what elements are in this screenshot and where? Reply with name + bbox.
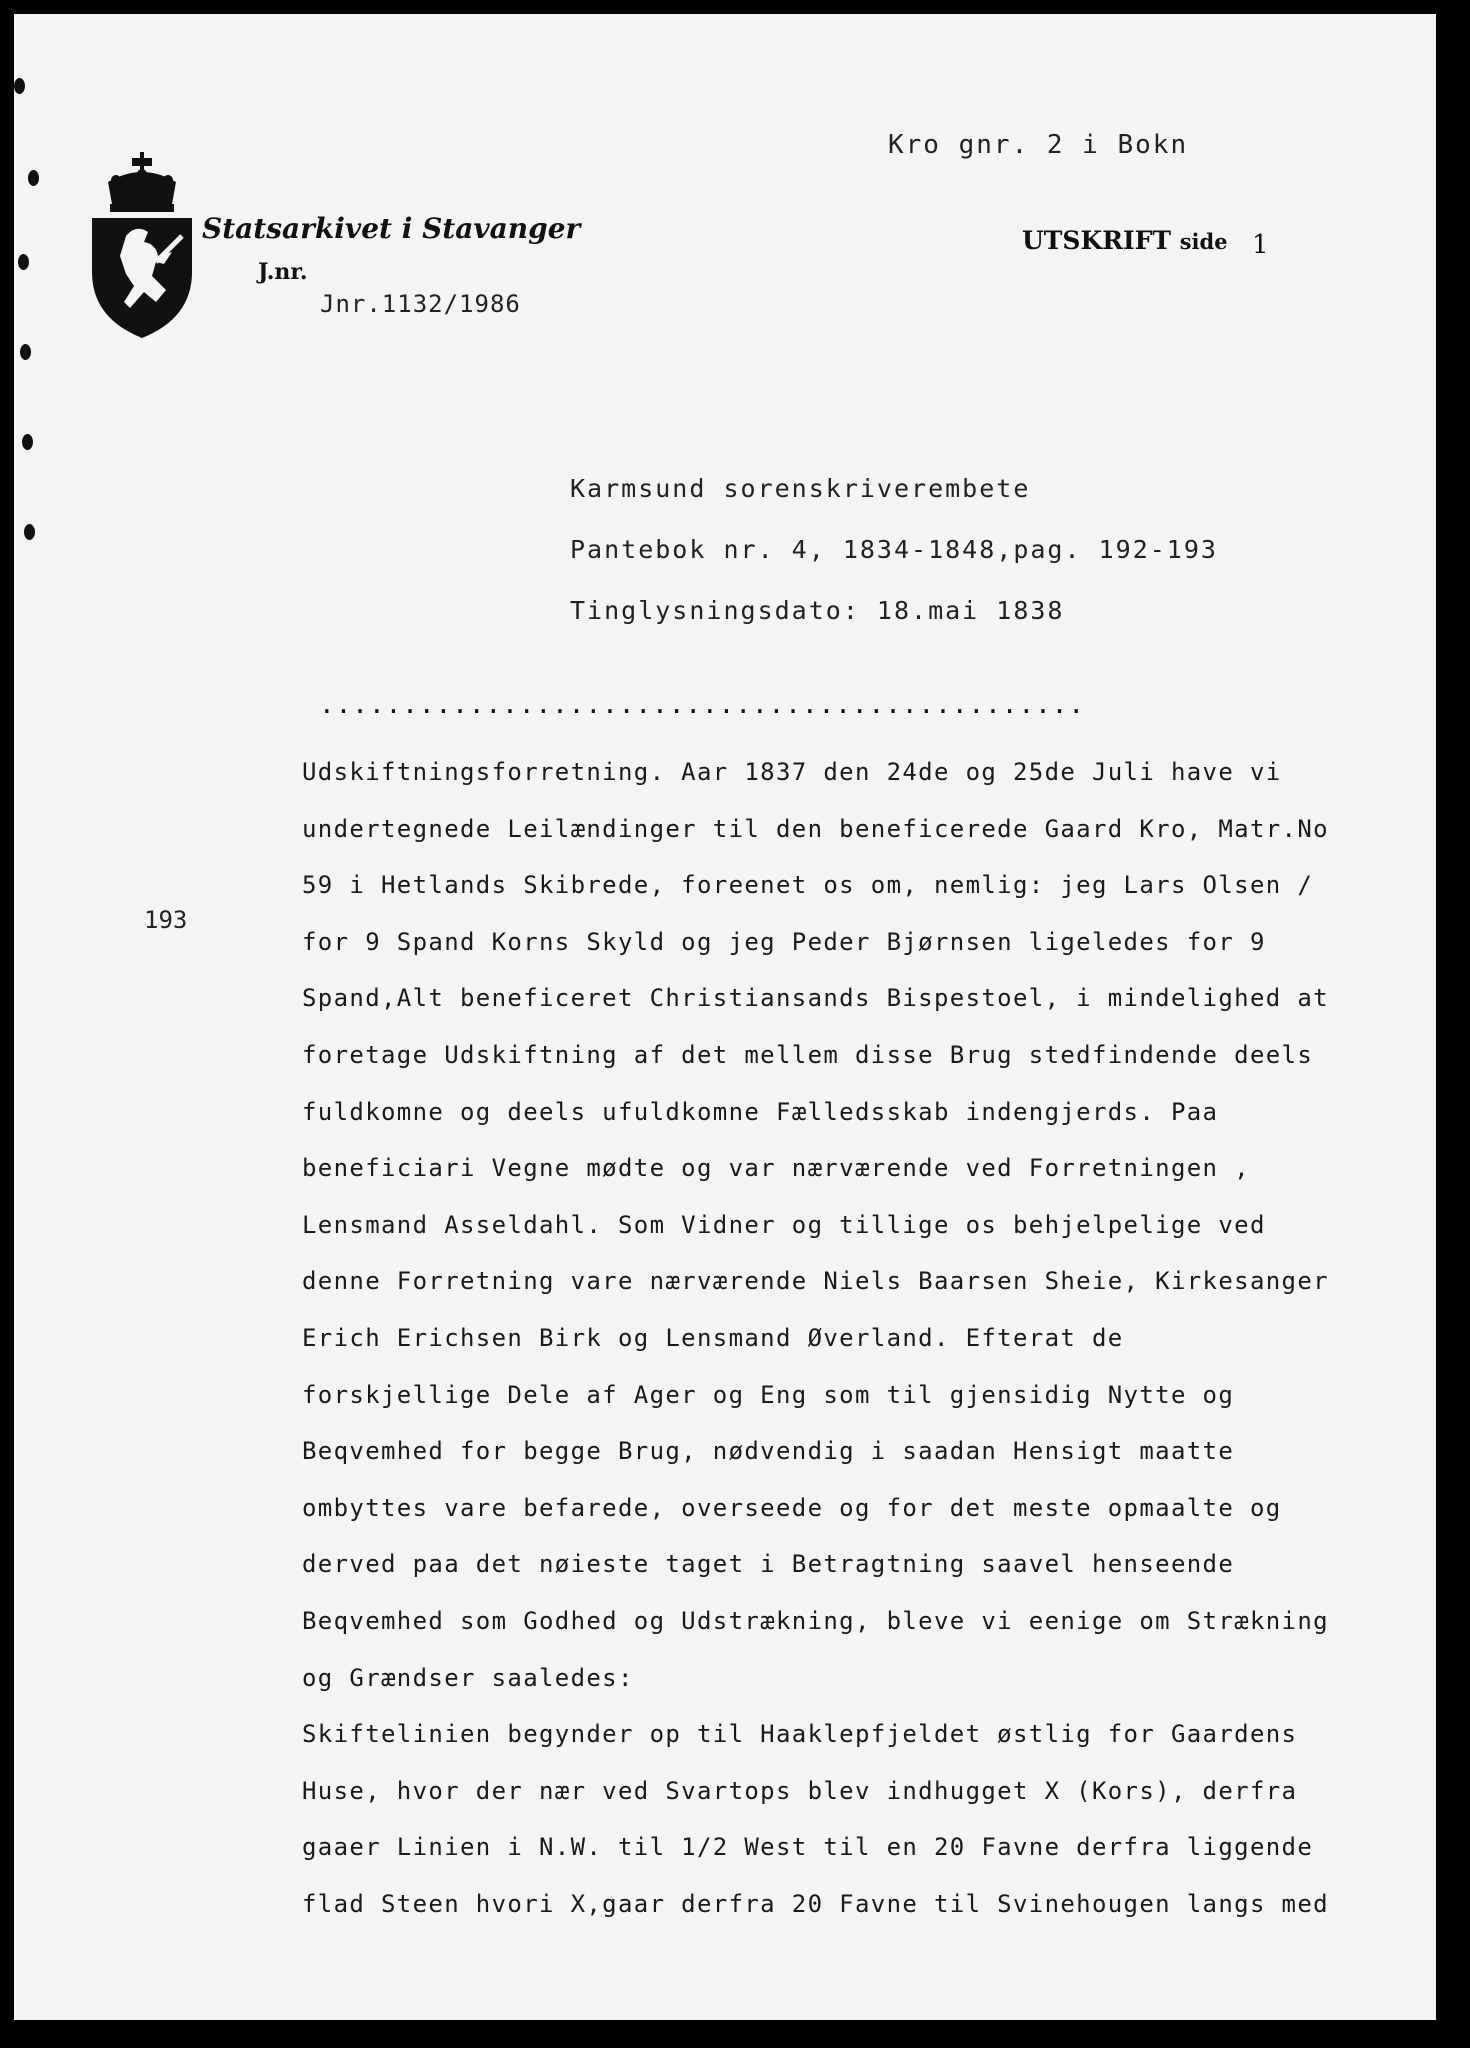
punch-hole-mark: [24, 524, 35, 540]
body-line: og Grændser saaledes:: [302, 1663, 634, 1692]
document-page: [14, 14, 1436, 2020]
source-office: Karmsund sorenskriverembete: [570, 474, 1031, 503]
body-line: ombyttes vare befarede, overseede og for det meste opmaalte og: [302, 1493, 1282, 1522]
journal-number-label: J.nr.: [258, 259, 308, 285]
archive-name: Statsarkivet i Stavanger: [202, 212, 581, 245]
journal-number-value: Jnr.1132/1986: [320, 290, 521, 318]
punch-hole-mark: [14, 78, 25, 94]
body-line: gaaer Linien i N.W. til 1/2 West til en 20 Favne derfra liggende: [302, 1833, 1314, 1862]
body-line: undertegnede Leilændinger til den beneficerede Gaard Kro, Matr.No: [302, 814, 1329, 843]
body-line: Udskiftningsforretning. Aar 1837 den 24de og 25de Juli have vi: [302, 758, 1282, 786]
source-date: Tinglysningsdato: 18.mai 1838: [570, 596, 1065, 625]
punch-hole-mark: [28, 170, 39, 186]
body-line: Lensmand Asseldahl. Som Vidner og tillige os behjelpelige ved: [302, 1210, 1266, 1239]
body-line: forskjellige Dele af Ager og Eng som til gjensidig Nytte og: [302, 1380, 1235, 1409]
dotted-separator: ..............................................: [319, 690, 1086, 720]
source-book: Pantebok nr. 4, 1834-1848,pag. 192-193: [570, 535, 1218, 564]
copy-label-text: UTSKRIFT: [1022, 226, 1172, 255]
copy-label: [1022, 226, 1228, 255]
case-title: Kro gnr. 2 i Bokn: [888, 130, 1189, 160]
punch-hole-mark: [20, 344, 31, 360]
body-line: Huse, hvor der nær ved Svartops blev indhugget X (Kors), derfra: [302, 1776, 1298, 1805]
body-line: derved paa det nøieste taget i Betragtning saavel henseende: [302, 1550, 1235, 1579]
margin-page-reference: 193: [144, 906, 188, 934]
body-line: for 9 Spand Korns Skyld og jeg Peder Bjørnsen ligeledes for 9: [302, 927, 1266, 956]
punch-hole-mark: [22, 434, 33, 450]
body-line: denne Forretning vare nærværende Niels Baarsen Sheie, Kirkesanger: [302, 1267, 1329, 1296]
body-line: Skiftelinien begynder op til Haaklepfjeldet østlig for Gaardens: [302, 1720, 1298, 1749]
body-line: 59 i Hetlands Skibrede, foreenet os om, nemlig: jeg Lars Olsen /: [302, 871, 1314, 900]
body-line: Erich Erichsen Birk og Lensmand Øverland. Efterat de: [302, 1323, 1124, 1352]
body-line: fuldkomne og deels ufuldkomne Fælledsskab indengjerds. Paa: [302, 1097, 1219, 1126]
transcription-body: [302, 744, 1424, 1932]
body-line: Beqvemhed som Godhed og Udstrækning, bleve vi eenige om Strækning: [302, 1606, 1329, 1635]
page-number: 1: [1252, 230, 1269, 260]
copy-label-suffix: side: [1179, 229, 1228, 254]
body-line: flad Steen hvori X,gaar derfra 20 Favne til Svinehougen langs med: [302, 1889, 1329, 1918]
source-reference: [570, 458, 1218, 641]
body-line: foretage Udskiftning af det mellem disse Brug stedfindende deels: [302, 1040, 1314, 1069]
body-line: Spand,Alt beneficeret Christiansands Bispestoel, i mindelighed at: [302, 984, 1329, 1013]
body-line: Beqvemhed for begge Brug, nødvendig i saadan Hensigt maatte: [302, 1437, 1235, 1466]
norwegian-coat-of-arms-icon: [86, 152, 198, 340]
body-line: beneficiari Vegne mødte og var nærværende ved Forretningen ,: [302, 1154, 1250, 1183]
punch-hole-mark: [18, 254, 29, 270]
